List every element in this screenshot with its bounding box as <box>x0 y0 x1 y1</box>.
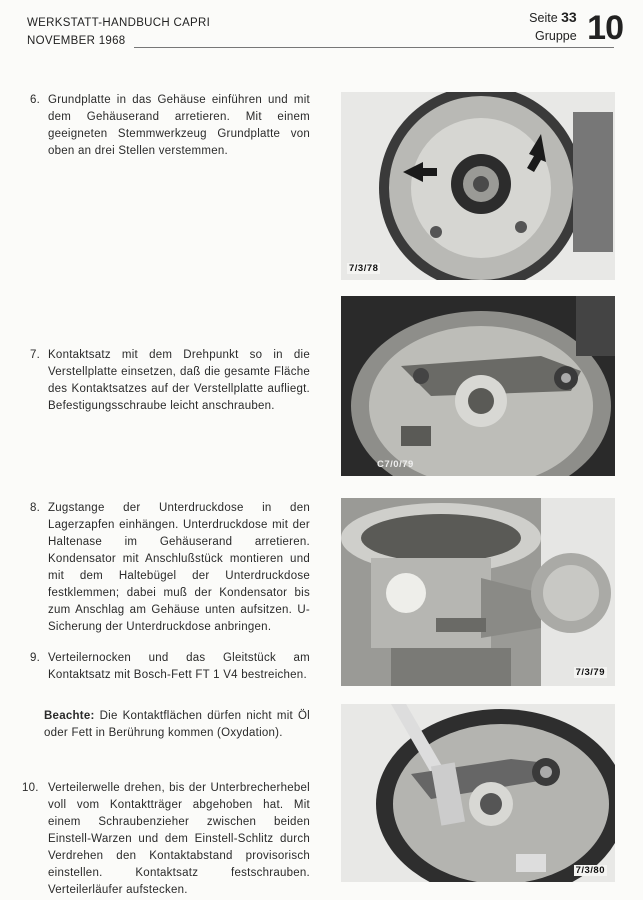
manual-title: WERKSTATT-HANDBUCH CAPRI <box>27 17 211 29</box>
page-header-right <box>529 8 623 48</box>
figure-contact-gap-photo <box>341 704 615 882</box>
step-text: Verteilerwelle drehen, bis der Unterbrecherhebel voll vom Kontaktträger abgehoben hat. Mit einem Schraubenzieher zwischen beiden Einstell-Warzen und dem Einstell-Schlitz durch Verdrehen den Kontaktabstand provisorisch einstellen. Kontaktsatz festschrauben. Verteilerläufer aufstecken. <box>48 782 310 896</box>
note-label: Beachte: <box>44 710 95 722</box>
step-7 <box>30 347 310 415</box>
step-number: 6. <box>30 94 41 106</box>
step-number: 8. <box>30 502 41 514</box>
step-6 <box>30 92 310 160</box>
step-number: 9. <box>30 652 41 664</box>
step-text: Kontaktsatz mit dem Drehpunkt so in die Verstellplatte einsetzen, daß die gesamte Fläche des Kontaktsatzes auf der Verstellplatte aufliegt. Befestigungsschraube leicht anschrauben. <box>48 349 310 412</box>
step-text: Grundplatte in das Gehäuse einführen und mit dem Gehäuserand arretieren. Mit einem geeigneten Stemmwerkzeug Grundplatte von oben an drei Stellen verstemmen. <box>48 94 310 157</box>
figure-vacuum-unit-photo <box>341 498 615 686</box>
caution-note <box>44 708 310 742</box>
figure-caption: 7/3/78 <box>349 263 379 274</box>
group-number: 10 <box>587 9 623 47</box>
group-label: Gruppe <box>535 29 577 43</box>
step-number: 10. <box>22 782 39 794</box>
figure-caption: 7/3/79 <box>575 667 605 678</box>
page-number: 33 <box>561 9 577 25</box>
step-text: Zugstange der Unterdruckdose in den Lagerzapfen einhängen. Unterdruckdose mit der Haltenase im Gehäuserand arretieren. Kondensator mit Anschlußstück montieren und mit dem Haltebügel der Unterdruckdose festklemmen; dabei muß der Kondensator bis zum Anschlag am Gehäuse unten aufsitzen. U-Sicherung der Unterdruckdose anbringen. <box>48 502 310 633</box>
figure-base-plate-photo <box>341 92 615 280</box>
page-label: Seite <box>529 11 558 25</box>
step-9 <box>30 650 310 684</box>
figure-caption: C7/0/79 <box>377 459 414 470</box>
step-number: 7. <box>30 349 41 361</box>
figure-caption: 7/3/80 <box>575 865 605 876</box>
step-8 <box>30 500 310 636</box>
note-text: Die Kontaktflächen dürfen nicht mit Öl oder Fett in Berührung kommen (Oxydation). <box>44 710 310 739</box>
page-header-left <box>27 14 210 50</box>
step-10 <box>22 780 310 899</box>
edition-date: NOVEMBER 1968 <box>27 35 126 47</box>
figure-contact-set-photo <box>341 296 615 476</box>
step-text: Verteilernocken und das Gleitstück am Kontaktsatz mit Bosch-Fett FT 1 V4 bestreichen. <box>48 652 310 681</box>
